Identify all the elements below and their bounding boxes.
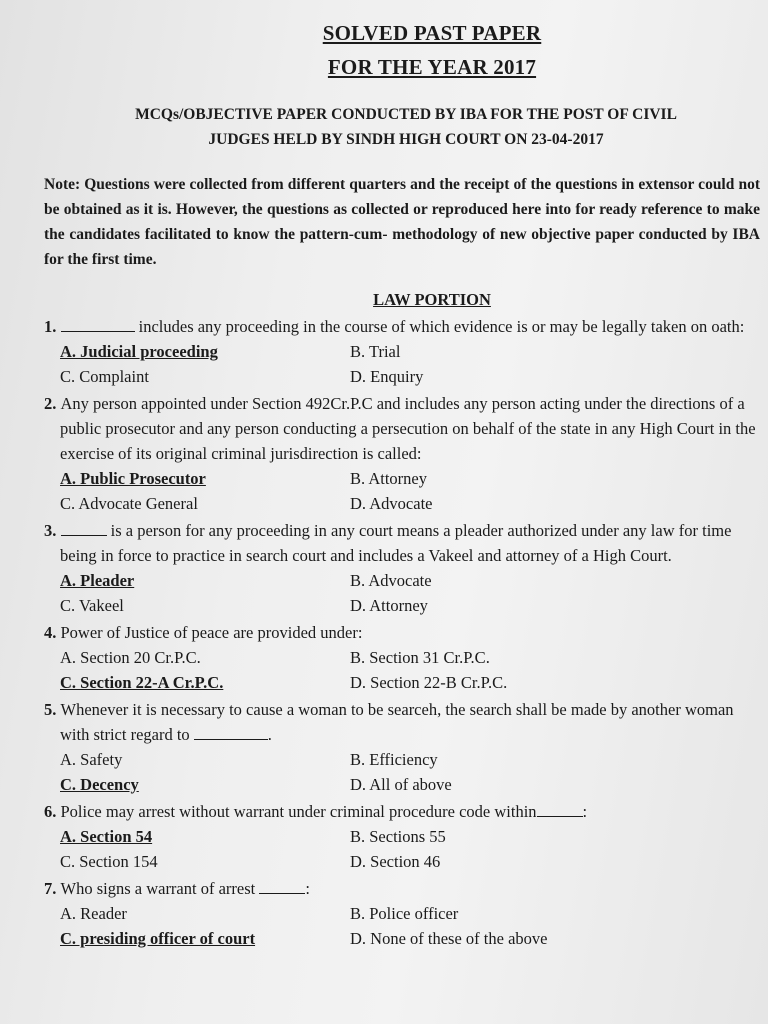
question-text-part: .	[267, 725, 272, 744]
question-text	[44, 314, 760, 339]
question-text-part: includes any proceeding in the course of which evidence is or may be legally taken on oath:	[134, 317, 745, 336]
paper-title: SOLVED PAST PAPER	[322, 21, 542, 45]
answer-option: D. Advocate	[350, 494, 433, 513]
question-list	[44, 314, 760, 951]
question-text	[44, 799, 760, 824]
answer-options	[44, 466, 760, 516]
question-text-part: :	[305, 879, 310, 898]
answer-blank	[61, 317, 135, 332]
question-item	[44, 799, 760, 874]
answer-options	[44, 901, 760, 951]
answer-options	[44, 747, 760, 797]
question-number: 2.	[44, 394, 61, 413]
section-heading: LAW PORTION	[373, 290, 491, 309]
paper-year: FOR THE YEAR 2017	[327, 55, 537, 79]
answer-options	[44, 645, 760, 695]
answer-option: A. Section 20 Cr.P.C.	[60, 648, 201, 667]
question-text-part: Whenever it is necessary to cause a woman to be searceh, the search shall be made by another woman with strict regard to	[60, 700, 734, 744]
answer-option: A. Safety	[60, 750, 123, 769]
answer-option: D. Enquiry	[350, 367, 424, 386]
answer-option: C. Vakeel	[60, 596, 124, 615]
question-item	[44, 391, 760, 516]
answer-option: C. Section 154	[60, 852, 158, 871]
correct-answer-option: A. Pleader	[60, 571, 135, 590]
correct-answer-option: A. Judicial proceeding	[60, 342, 218, 361]
correct-answer-option: C. Decency	[60, 775, 139, 794]
answer-option: B. Section 31 Cr.P.C.	[350, 648, 490, 667]
question-item	[44, 697, 760, 797]
answer-option: B. Attorney	[350, 469, 427, 488]
answer-option: B. Police officer	[350, 904, 459, 923]
answer-blank	[61, 521, 107, 536]
answer-option: B. Sections 55	[350, 827, 446, 846]
answer-option: D. Attorney	[350, 596, 428, 615]
question-number: 4.	[44, 623, 61, 642]
answer-option: D. None of these of the above	[350, 929, 548, 948]
answer-options	[44, 339, 760, 389]
question-text-part: Power of Justice of peace are provided under:	[60, 623, 363, 642]
question-text	[44, 620, 760, 645]
subtitle-line-2: JUDGES HELD BY SINDH HIGH COURT ON 23-04-2017	[208, 131, 604, 148]
correct-answer-option: C. Section 22-A Cr.P.C.	[60, 673, 224, 692]
answer-option: C. Complaint	[60, 367, 149, 386]
question-item	[44, 314, 760, 389]
question-item	[44, 876, 760, 951]
answer-blank	[537, 802, 583, 817]
question-text	[44, 518, 760, 568]
answer-option: D. Section 46	[350, 852, 441, 871]
correct-answer-option: C. presiding officer of court	[60, 929, 256, 948]
question-text-part: is a person for any proceeding in any court means a pleader authorized under any law for time being in force to practice in search court and includes a Vakeel and attorney of a High Court.	[60, 521, 732, 565]
question-number: 5.	[44, 700, 61, 719]
note-paragraph: Note: Questions were collected from different quarters and the receipt of the questions in extensor could not be obtained as it is. However, the questions as collected or reproduced here into for ready reference to make the candidates facilitated to know the pattern-cum- methodology of new objective paper conducted by IBA for the first time.	[44, 176, 760, 268]
question-number: 6.	[44, 802, 61, 821]
question-text	[44, 697, 760, 747]
question-text-part: :	[582, 802, 588, 821]
answer-options	[44, 568, 760, 618]
question-text-part: Who signs a warrant of arrest	[60, 879, 260, 898]
question-text-part: Police may arrest without warrant under criminal procedure code within	[60, 802, 537, 821]
question-item	[44, 518, 760, 618]
question-text	[44, 876, 760, 901]
correct-answer-option: A. Section 54	[60, 827, 153, 846]
answer-option: B. Advocate	[350, 571, 432, 590]
answer-blank	[259, 879, 305, 894]
answer-option: B. Trial	[350, 342, 401, 361]
question-item	[44, 620, 760, 695]
question-number: 3.	[44, 521, 61, 540]
answer-option: C. Advocate General	[60, 494, 198, 513]
answer-option: A. Reader	[60, 904, 127, 923]
correct-answer-option: A. Public Prosecutor	[60, 469, 206, 488]
answer-option: B. Efficiency	[350, 750, 438, 769]
answer-option: D. Section 22-B Cr.P.C.	[350, 673, 508, 692]
question-text-part: Any person appointed under Section 492Cr.P.C and includes any person acting under the directions of a public prosecutor and any person conducting a persecution on behalf of the state in any High Court in the exercise of its original criminal jurisdirection is called:	[60, 394, 756, 463]
answer-option: D. All of above	[350, 775, 452, 794]
paper-subtitle	[44, 102, 760, 152]
question-number: 7.	[44, 879, 61, 898]
answer-blank	[194, 725, 268, 740]
question-text	[44, 391, 760, 466]
subtitle-line-1: MCQs/OBJECTIVE PAPER CONDUCTED BY IBA FOR THE POST OF CIVIL	[135, 106, 677, 123]
question-number: 1.	[44, 317, 61, 336]
answer-options	[44, 824, 760, 874]
